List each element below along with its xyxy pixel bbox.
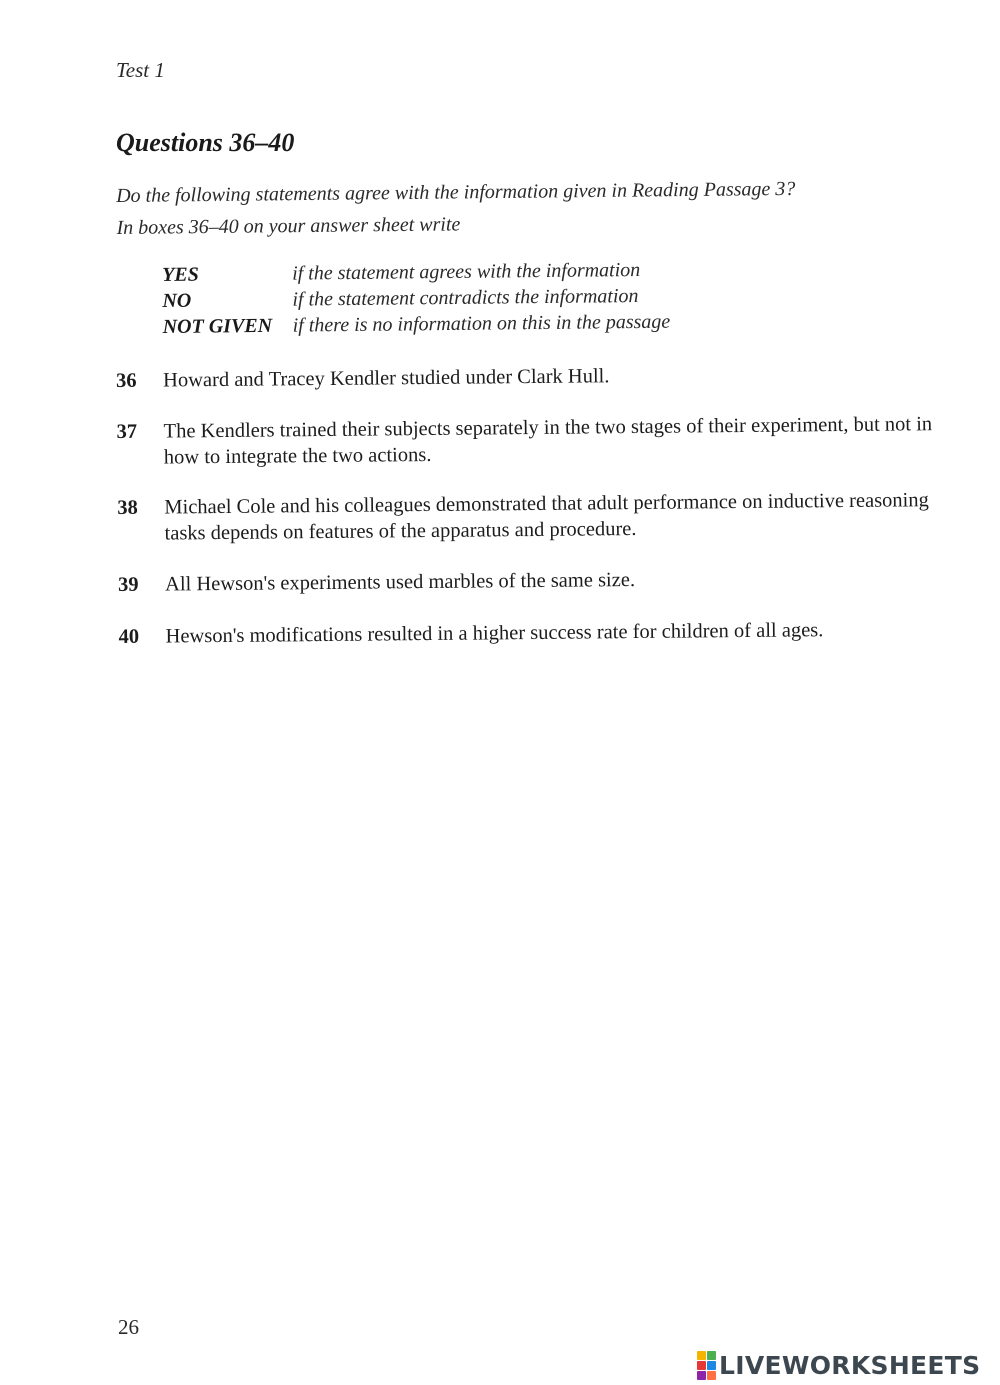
question-number: 36	[116, 369, 137, 392]
question-text: Howard and Tracey Kendler studied under Clark Hull.	[163, 365, 610, 392]
question-36	[116, 360, 966, 394]
question-text: The Kendlers trained their subjects separately in the two stages of their experiment, but not in how to integrate the two actions.	[163, 413, 933, 469]
legend-meaning: if there is no information on this in the passage	[292, 310, 671, 337]
question-number: 38	[117, 496, 138, 519]
question-number: 40	[118, 625, 140, 648]
legend-key: YES	[162, 263, 199, 286]
instructions	[116, 173, 796, 244]
question-number: 37	[116, 420, 138, 443]
question-39	[118, 564, 968, 598]
question-40	[118, 616, 968, 650]
legend-meaning: if the statement contradicts the information	[292, 285, 639, 311]
question-text: Michael Cole and his colleagues demonstrated that adult performance on inductive reasoning tasks depends on features of the apparatus and procedure.	[164, 489, 929, 545]
question-text: Hewson's modifications resulted in a higher success rate for children of all ages.	[165, 619, 824, 648]
legend-key: NO	[162, 289, 192, 312]
question-37	[116, 411, 966, 471]
legend-row-not-given	[163, 309, 671, 340]
question-text: All Hewson's experiments used marbles of the same size.	[164, 569, 636, 596]
question-number: 39	[117, 573, 139, 596]
instruction-line: In boxes 36–40 on your answer sheet write	[116, 213, 461, 239]
running-header: Test 1	[116, 58, 165, 82]
section-title: Questions 36–40	[116, 128, 295, 157]
page-number: 26	[118, 1315, 139, 1339]
question-list	[116, 360, 969, 650]
legend-key: NOT GIVEN	[162, 314, 273, 338]
question-38	[117, 487, 967, 547]
legend-meaning: if the statement agrees with the information	[292, 258, 641, 285]
liveworksheets-watermark[interactable]	[697, 1350, 980, 1380]
instruction-line: Do the following statements agree with the information given in Reading Passage 3?	[116, 177, 796, 207]
liveworksheets-logo-icon	[697, 1351, 716, 1380]
answer-legend	[162, 257, 670, 340]
brand-name: LIVEWORKSHEETS	[719, 1350, 981, 1380]
